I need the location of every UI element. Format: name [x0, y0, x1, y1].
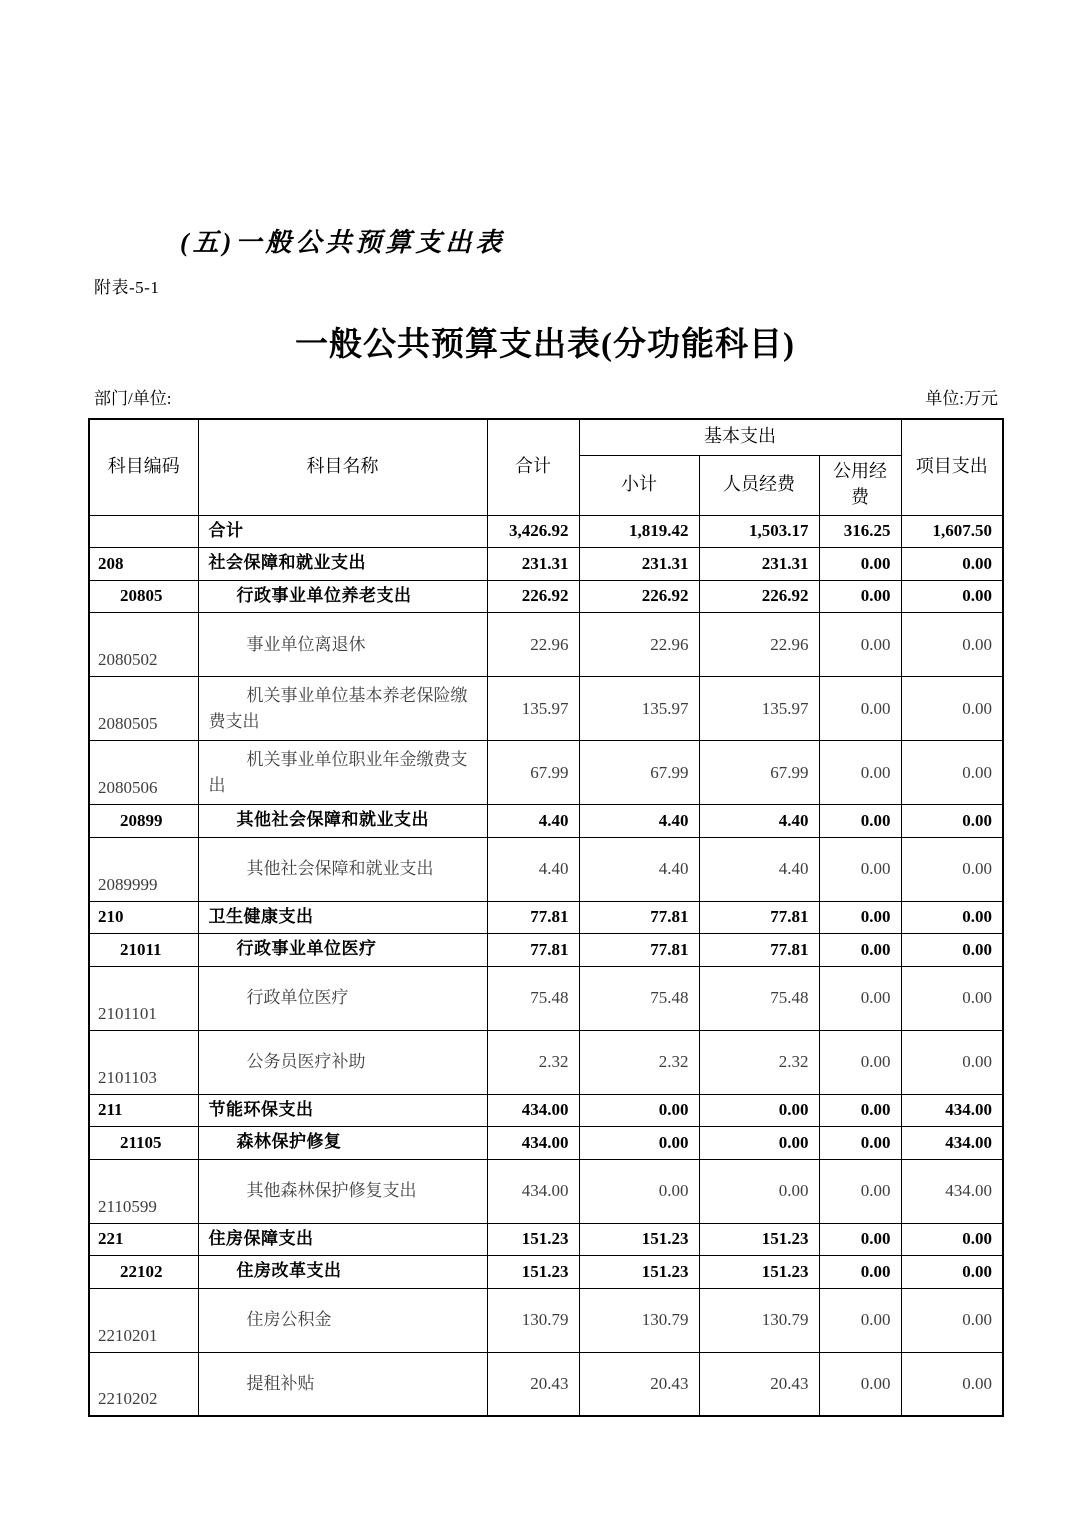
- name-cell: 提租补贴: [198, 1352, 487, 1416]
- name-cell: 事业单位离退休: [198, 613, 487, 677]
- budget-table-body: [89, 515, 1003, 1416]
- value-cell: 20.43: [699, 1352, 819, 1416]
- table-row: [89, 934, 1003, 967]
- value-cell: 77.81: [579, 934, 699, 967]
- name-cell: 行政事业单位医疗: [198, 934, 487, 967]
- code-cell: 21105: [89, 1127, 198, 1160]
- value-cell: 0.00: [819, 1223, 901, 1256]
- value-cell: 0.00: [901, 1352, 1003, 1416]
- header-row-top: [89, 419, 1003, 455]
- value-cell: 4.40: [699, 805, 819, 838]
- value-cell: 0.00: [819, 1159, 901, 1223]
- code-cell: 2101103: [89, 1030, 198, 1094]
- value-cell: 0.00: [819, 1030, 901, 1094]
- value-cell: 0.00: [819, 1352, 901, 1416]
- value-cell: 0.00: [819, 741, 901, 805]
- value-cell: 0.00: [901, 1030, 1003, 1094]
- value-cell: 434.00: [901, 1127, 1003, 1160]
- name-cell: 机关事业单位职业年金缴费支出: [198, 741, 487, 805]
- table-meta-row: [94, 384, 998, 409]
- value-cell: 77.81: [699, 934, 819, 967]
- unit-label: 单位:万元: [925, 389, 998, 408]
- col-header-project: 项目支出: [901, 419, 1003, 515]
- value-cell: 151.23: [579, 1256, 699, 1289]
- department-label: 部门/单位:: [94, 389, 172, 408]
- name-cell: 其他社会保障和就业支出: [198, 837, 487, 901]
- code-cell: 21011: [89, 934, 198, 967]
- value-cell: 67.99: [579, 741, 699, 805]
- value-cell: 226.92: [487, 580, 579, 613]
- code-cell: 2089999: [89, 837, 198, 901]
- code-cell: 20899: [89, 805, 198, 838]
- value-cell: 135.97: [699, 677, 819, 741]
- col-header-basic: 基本支出: [579, 419, 901, 455]
- value-cell: 231.31: [579, 548, 699, 581]
- name-cell: 节能环保支出: [198, 1094, 487, 1127]
- col-header-subtotal: 小计: [579, 455, 699, 515]
- col-header-name: 科目名称: [198, 419, 487, 515]
- col-header-code: 科目编码: [89, 419, 198, 515]
- name-cell: 其他森林保护修复支出: [198, 1159, 487, 1223]
- table-row: [89, 613, 1003, 677]
- value-cell: 0.00: [819, 1256, 901, 1289]
- name-cell: 住房改革支出: [198, 1256, 487, 1289]
- value-cell: 4.40: [487, 837, 579, 901]
- value-cell: 0.00: [901, 677, 1003, 741]
- value-cell: 20.43: [579, 1352, 699, 1416]
- value-cell: 0.00: [819, 1094, 901, 1127]
- value-cell: 75.48: [487, 966, 579, 1030]
- name-cell: 行政单位医疗: [198, 966, 487, 1030]
- code-cell: 2080505: [89, 677, 198, 741]
- value-cell: 0.00: [901, 1256, 1003, 1289]
- table-row: [89, 1094, 1003, 1127]
- value-cell: 2.32: [487, 1030, 579, 1094]
- name-cell: 公务员医疗补助: [198, 1030, 487, 1094]
- table-row: [89, 1256, 1003, 1289]
- value-cell: 0.00: [901, 901, 1003, 934]
- value-cell: 434.00: [487, 1127, 579, 1160]
- code-cell: [89, 515, 198, 548]
- table-row: [89, 515, 1003, 548]
- name-cell: 行政事业单位养老支出: [198, 580, 487, 613]
- table-row: [89, 1159, 1003, 1223]
- value-cell: 67.99: [699, 741, 819, 805]
- section-heading: (五)一般公共预算支出表: [180, 228, 506, 257]
- code-cell: 221: [89, 1223, 198, 1256]
- value-cell: 0.00: [819, 837, 901, 901]
- value-cell: 22.96: [579, 613, 699, 677]
- table-row: [89, 805, 1003, 838]
- code-cell: 2080506: [89, 741, 198, 805]
- value-cell: 130.79: [487, 1288, 579, 1352]
- value-cell: 434.00: [901, 1159, 1003, 1223]
- name-cell: 森林保护修复: [198, 1127, 487, 1160]
- attachment-label: 附表-5-1: [94, 278, 160, 297]
- code-cell: 2080502: [89, 613, 198, 677]
- name-cell: 住房保障支出: [198, 1223, 487, 1256]
- table-row: [89, 1352, 1003, 1416]
- name-cell: 卫生健康支出: [198, 901, 487, 934]
- value-cell: 4.40: [699, 837, 819, 901]
- value-cell: 0.00: [819, 901, 901, 934]
- table-row: [89, 1127, 1003, 1160]
- value-cell: 0.00: [901, 580, 1003, 613]
- value-cell: 226.92: [699, 580, 819, 613]
- value-cell: 434.00: [901, 1094, 1003, 1127]
- value-cell: 151.23: [487, 1256, 579, 1289]
- code-cell: 2210201: [89, 1288, 198, 1352]
- value-cell: 0.00: [819, 934, 901, 967]
- value-cell: 77.81: [487, 901, 579, 934]
- code-cell: 20805: [89, 580, 198, 613]
- name-cell: 其他社会保障和就业支出: [198, 805, 487, 838]
- value-cell: 0.00: [901, 613, 1003, 677]
- table-row: [89, 837, 1003, 901]
- code-cell: 22102: [89, 1256, 198, 1289]
- code-cell: 2101101: [89, 966, 198, 1030]
- value-cell: 0.00: [819, 580, 901, 613]
- value-cell: 135.97: [487, 677, 579, 741]
- value-cell: 3,426.92: [487, 515, 579, 548]
- value-cell: 0.00: [819, 677, 901, 741]
- table-row: [89, 901, 1003, 934]
- value-cell: 0.00: [819, 1127, 901, 1160]
- value-cell: 2.32: [699, 1030, 819, 1094]
- value-cell: 67.99: [487, 741, 579, 805]
- table-row: [89, 677, 1003, 741]
- table-row: [89, 1030, 1003, 1094]
- value-cell: 130.79: [579, 1288, 699, 1352]
- value-cell: 75.48: [579, 966, 699, 1030]
- table-row: [89, 741, 1003, 805]
- budget-table: [88, 418, 1004, 1417]
- value-cell: 0.00: [901, 741, 1003, 805]
- name-cell: 社会保障和就业支出: [198, 548, 487, 581]
- value-cell: 231.31: [487, 548, 579, 581]
- page-title: 一般公共预算支出表(分功能科目): [295, 327, 795, 363]
- value-cell: 0.00: [699, 1127, 819, 1160]
- value-cell: 0.00: [901, 805, 1003, 838]
- value-cell: 0.00: [901, 837, 1003, 901]
- value-cell: 226.92: [579, 580, 699, 613]
- value-cell: 0.00: [819, 548, 901, 581]
- value-cell: 0.00: [901, 1288, 1003, 1352]
- table-row: [89, 1223, 1003, 1256]
- value-cell: 0.00: [819, 805, 901, 838]
- value-cell: 1,607.50: [901, 515, 1003, 548]
- value-cell: 0.00: [901, 1223, 1003, 1256]
- value-cell: 0.00: [699, 1159, 819, 1223]
- value-cell: 151.23: [699, 1223, 819, 1256]
- code-cell: 210: [89, 901, 198, 934]
- value-cell: 0.00: [819, 966, 901, 1030]
- value-cell: 0.00: [579, 1127, 699, 1160]
- col-header-public: 公用经费: [819, 455, 901, 515]
- value-cell: 1,819.42: [579, 515, 699, 548]
- table-row: [89, 548, 1003, 581]
- value-cell: 0.00: [579, 1094, 699, 1127]
- value-cell: 434.00: [487, 1094, 579, 1127]
- value-cell: 0.00: [819, 613, 901, 677]
- code-cell: 2110599: [89, 1159, 198, 1223]
- value-cell: 1,503.17: [699, 515, 819, 548]
- code-cell: 208: [89, 548, 198, 581]
- value-cell: 77.81: [699, 901, 819, 934]
- table-row: [89, 1288, 1003, 1352]
- table-row: [89, 966, 1003, 1030]
- value-cell: 316.25: [819, 515, 901, 548]
- value-cell: 4.40: [579, 805, 699, 838]
- code-cell: 211: [89, 1094, 198, 1127]
- value-cell: 77.81: [579, 901, 699, 934]
- value-cell: 0.00: [819, 1288, 901, 1352]
- value-cell: 22.96: [487, 613, 579, 677]
- value-cell: 75.48: [699, 966, 819, 1030]
- col-header-total: 合计: [487, 419, 579, 515]
- value-cell: 2.32: [579, 1030, 699, 1094]
- value-cell: 0.00: [901, 966, 1003, 1030]
- value-cell: 22.96: [699, 613, 819, 677]
- value-cell: 4.40: [487, 805, 579, 838]
- value-cell: 0.00: [901, 548, 1003, 581]
- value-cell: 130.79: [699, 1288, 819, 1352]
- table-row: [89, 580, 1003, 613]
- col-header-personnel: 人员经费: [699, 455, 819, 515]
- value-cell: 0.00: [699, 1094, 819, 1127]
- value-cell: 0.00: [579, 1159, 699, 1223]
- name-cell: 机关事业单位基本养老保险缴费支出: [198, 677, 487, 741]
- value-cell: 77.81: [487, 934, 579, 967]
- value-cell: 151.23: [579, 1223, 699, 1256]
- name-cell: 合计: [198, 515, 487, 548]
- name-cell: 住房公积金: [198, 1288, 487, 1352]
- value-cell: 20.43: [487, 1352, 579, 1416]
- value-cell: 231.31: [699, 548, 819, 581]
- value-cell: 4.40: [579, 837, 699, 901]
- value-cell: 151.23: [699, 1256, 819, 1289]
- value-cell: 0.00: [901, 934, 1003, 967]
- value-cell: 434.00: [487, 1159, 579, 1223]
- value-cell: 135.97: [579, 677, 699, 741]
- code-cell: 2210202: [89, 1352, 198, 1416]
- value-cell: 151.23: [487, 1223, 579, 1256]
